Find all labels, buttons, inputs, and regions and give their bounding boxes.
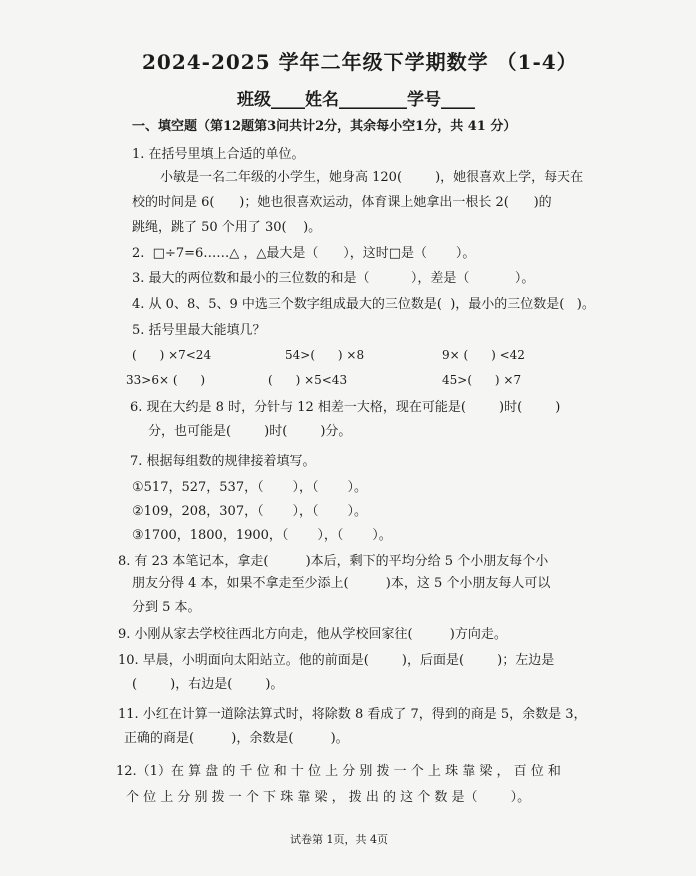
question-6-line-2: 分，也可能是( )时( )分。 — [148, 424, 352, 439]
question-1-title: 1. 在括号里填上合适的单位。 — [132, 147, 305, 162]
section-heading: 一、填空题（第12题第3问共计2分，其余每小空1分，共 41 分） — [132, 119, 517, 134]
question-5-item: ( ) ×7<24 — [132, 348, 212, 362]
exam-title: 2024-2025 学年二年级下学期数学 （1-4） — [142, 50, 578, 74]
question-8-line-1: 8. 有 23 本笔记本，拿走( )本后，剩下的平均分给 5 个小朋友每个小 — [118, 554, 549, 569]
question-10-line-1: 10. 早晨，小明面向太阳站立。他的前面是( )，后面是( )；左边是 — [118, 653, 555, 668]
question-1-line-3: 跳绳，跳了 50 个用了 30( )。 — [132, 220, 322, 235]
question-5-item: 9× ( ) <42 — [442, 348, 525, 362]
question-7-sequence: ②109，208，307，（ ），（ ）。 — [132, 504, 367, 519]
question-8-line-2: 朋友分得 4 本，如果不拿走至少添上( )本，这 5 个小朋友每人可以 — [132, 576, 551, 591]
question-1-line-1: 小敏是一名二年级的小学生，她身高 120( )，她很喜欢上学，每天在 — [160, 170, 584, 185]
question-10-line-2: ( )，右边是( )。 — [132, 677, 284, 692]
question-9: 9. 小刚从家去学校往西北方向走，他从学校回家往( )方向走。 — [118, 627, 507, 642]
question-3: 3. 最大的两位数和最小的三位数的和是（ ），差是（ ）。 — [132, 271, 535, 286]
question-5-item: 45>( ) ×7 — [442, 373, 522, 387]
question-6-line-1: 6. 现在大约是 8 时，分针与 12 相差一大格，现在可能是( )时( ) — [130, 400, 561, 415]
question-11-line-1: 11. 小红在计算一道除法算式时，将除数 8 看成了 7，得到的商是 5，余数是 3， — [118, 707, 587, 722]
question-11-line-2: 正确的商是( )，余数是( )。 — [124, 731, 349, 746]
question-5-item: 54>( ) ×8 — [285, 348, 365, 362]
question-7-sequence: ①517，527，537，（ ），（ ）。 — [132, 480, 367, 495]
question-5-item: 33>6× ( ) — [126, 373, 206, 387]
page-footer: 试卷第 1页，共 4页 — [290, 833, 388, 846]
question-7-title: 7. 根据每组数的规律接着填写。 — [130, 454, 316, 469]
question-4: 4. 从 0、8、5、9 中选三个数字组成最大的三位数是( )，最小的三位数是( )。 — [132, 297, 595, 312]
question-7-sequence: ③1700，1800，1900，（ ），（ ）。 — [132, 528, 392, 543]
question-12-line-1: 12.（1）在 算 盘 的 千 位 和 十 位 上 分 别 拨 一 个 上 珠 靠 梁 ， 百 位 和 — [116, 764, 561, 779]
question-5-title: 5. 括号里最大能填几？ — [132, 323, 266, 338]
question-2: 2. □÷7=6……△ ，△最大是（ ），这时□是（ ）。 — [132, 246, 476, 261]
question-8-line-3: 分到 5 本。 — [132, 600, 201, 615]
question-5-item: ( ) ×5<43 — [268, 373, 348, 387]
student-info-line: 班级____姓名________学号____ — [237, 90, 475, 110]
question-1-line-2: 校的时间是 6( )；她也很喜欢运动，体育课上她拿出一根长 2( )的 — [132, 195, 552, 210]
question-12-line-2: 个 位 上 分 别 拨 一 个 下 珠 靠 梁 ， 拨 出 的 这 个 数 是（ ）。 — [126, 790, 531, 805]
